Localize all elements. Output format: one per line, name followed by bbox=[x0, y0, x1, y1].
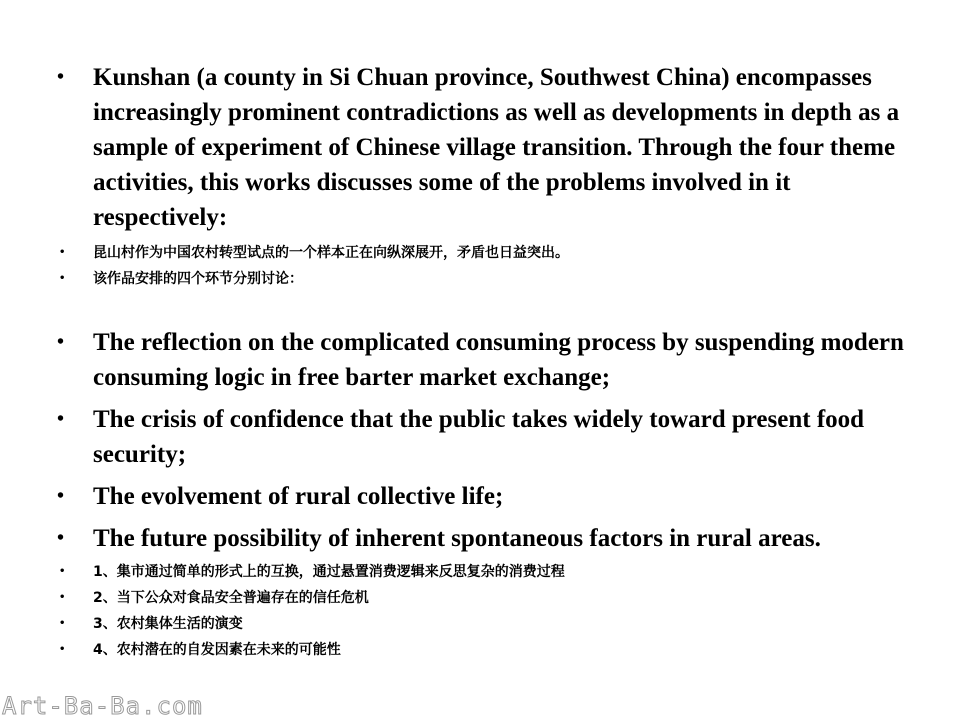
bullet-icon: • bbox=[59, 618, 66, 629]
theme-text: The crisis of confidence that the public takes widely toward present food security; bbox=[93, 406, 865, 468]
theme-chinese-text: 1、集市通过简单的形式上的互换，通过悬置消费逻辑来反思复杂的消费过程 bbox=[93, 564, 565, 580]
intro-chinese-item bbox=[0, 266, 960, 292]
theme-item bbox=[0, 521, 960, 556]
intro-chinese-text: 昆山村作为中国农村转型试点的一个样本正在向纵深展开，矛盾也日益突出。 bbox=[93, 245, 569, 261]
intro-chinese-item bbox=[0, 240, 960, 266]
bullet-icon: • bbox=[57, 66, 65, 88]
intro-chinese-text: 该作品安排的四个环节分别讨论： bbox=[93, 271, 303, 287]
intro-text: Kunshan (a county in Si Chuan province, Southwest China) encompasses increasingly prominent contradictions as well as developments in depth as a sample of experiment of Chinese village transition. Through the four theme activities, this works discusses some of the problems involved in it respectively: bbox=[93, 64, 900, 231]
theme-chinese-text: 3、农村集体生活的演变 bbox=[93, 616, 243, 632]
bullet-icon: • bbox=[57, 408, 65, 430]
theme-chinese-text: 4、农村潜在的自发因素在未来的可能性 bbox=[93, 642, 341, 658]
theme-chinese-item bbox=[0, 637, 960, 663]
theme-text: The evolvement of rural collective life; bbox=[93, 483, 504, 510]
intro-bullet-item bbox=[0, 60, 960, 235]
theme-chinese-item bbox=[0, 559, 960, 585]
bullet-icon: • bbox=[57, 527, 65, 549]
theme-item bbox=[0, 402, 960, 472]
bullet-icon: • bbox=[59, 644, 66, 655]
bullet-icon: • bbox=[59, 592, 66, 603]
bullet-icon: • bbox=[59, 273, 66, 284]
bullet-icon: • bbox=[59, 247, 66, 258]
themes-chinese-bullet-list bbox=[0, 559, 960, 663]
theme-chinese-text: 2、当下公众对食品安全普遍存在的信任危机 bbox=[93, 590, 369, 606]
intro-chinese-bullet-list bbox=[0, 240, 960, 292]
theme-item bbox=[0, 325, 960, 395]
theme-text: The reflection on the complicated consuming process by suspending modern consuming logic in free barter market exchange; bbox=[93, 329, 904, 391]
theme-item bbox=[0, 479, 960, 514]
theme-chinese-item bbox=[0, 611, 960, 637]
bullet-icon: • bbox=[57, 331, 65, 353]
theme-chinese-item bbox=[0, 585, 960, 611]
themes-bullet-list bbox=[0, 325, 960, 563]
bullet-icon: • bbox=[59, 566, 66, 577]
intro-bullet-list bbox=[0, 60, 960, 235]
watermark: Art-Ba-Ba.com bbox=[2, 692, 203, 720]
bullet-icon: • bbox=[57, 485, 65, 507]
theme-text: The future possibility of inherent spontaneous factors in rural areas. bbox=[93, 525, 821, 552]
